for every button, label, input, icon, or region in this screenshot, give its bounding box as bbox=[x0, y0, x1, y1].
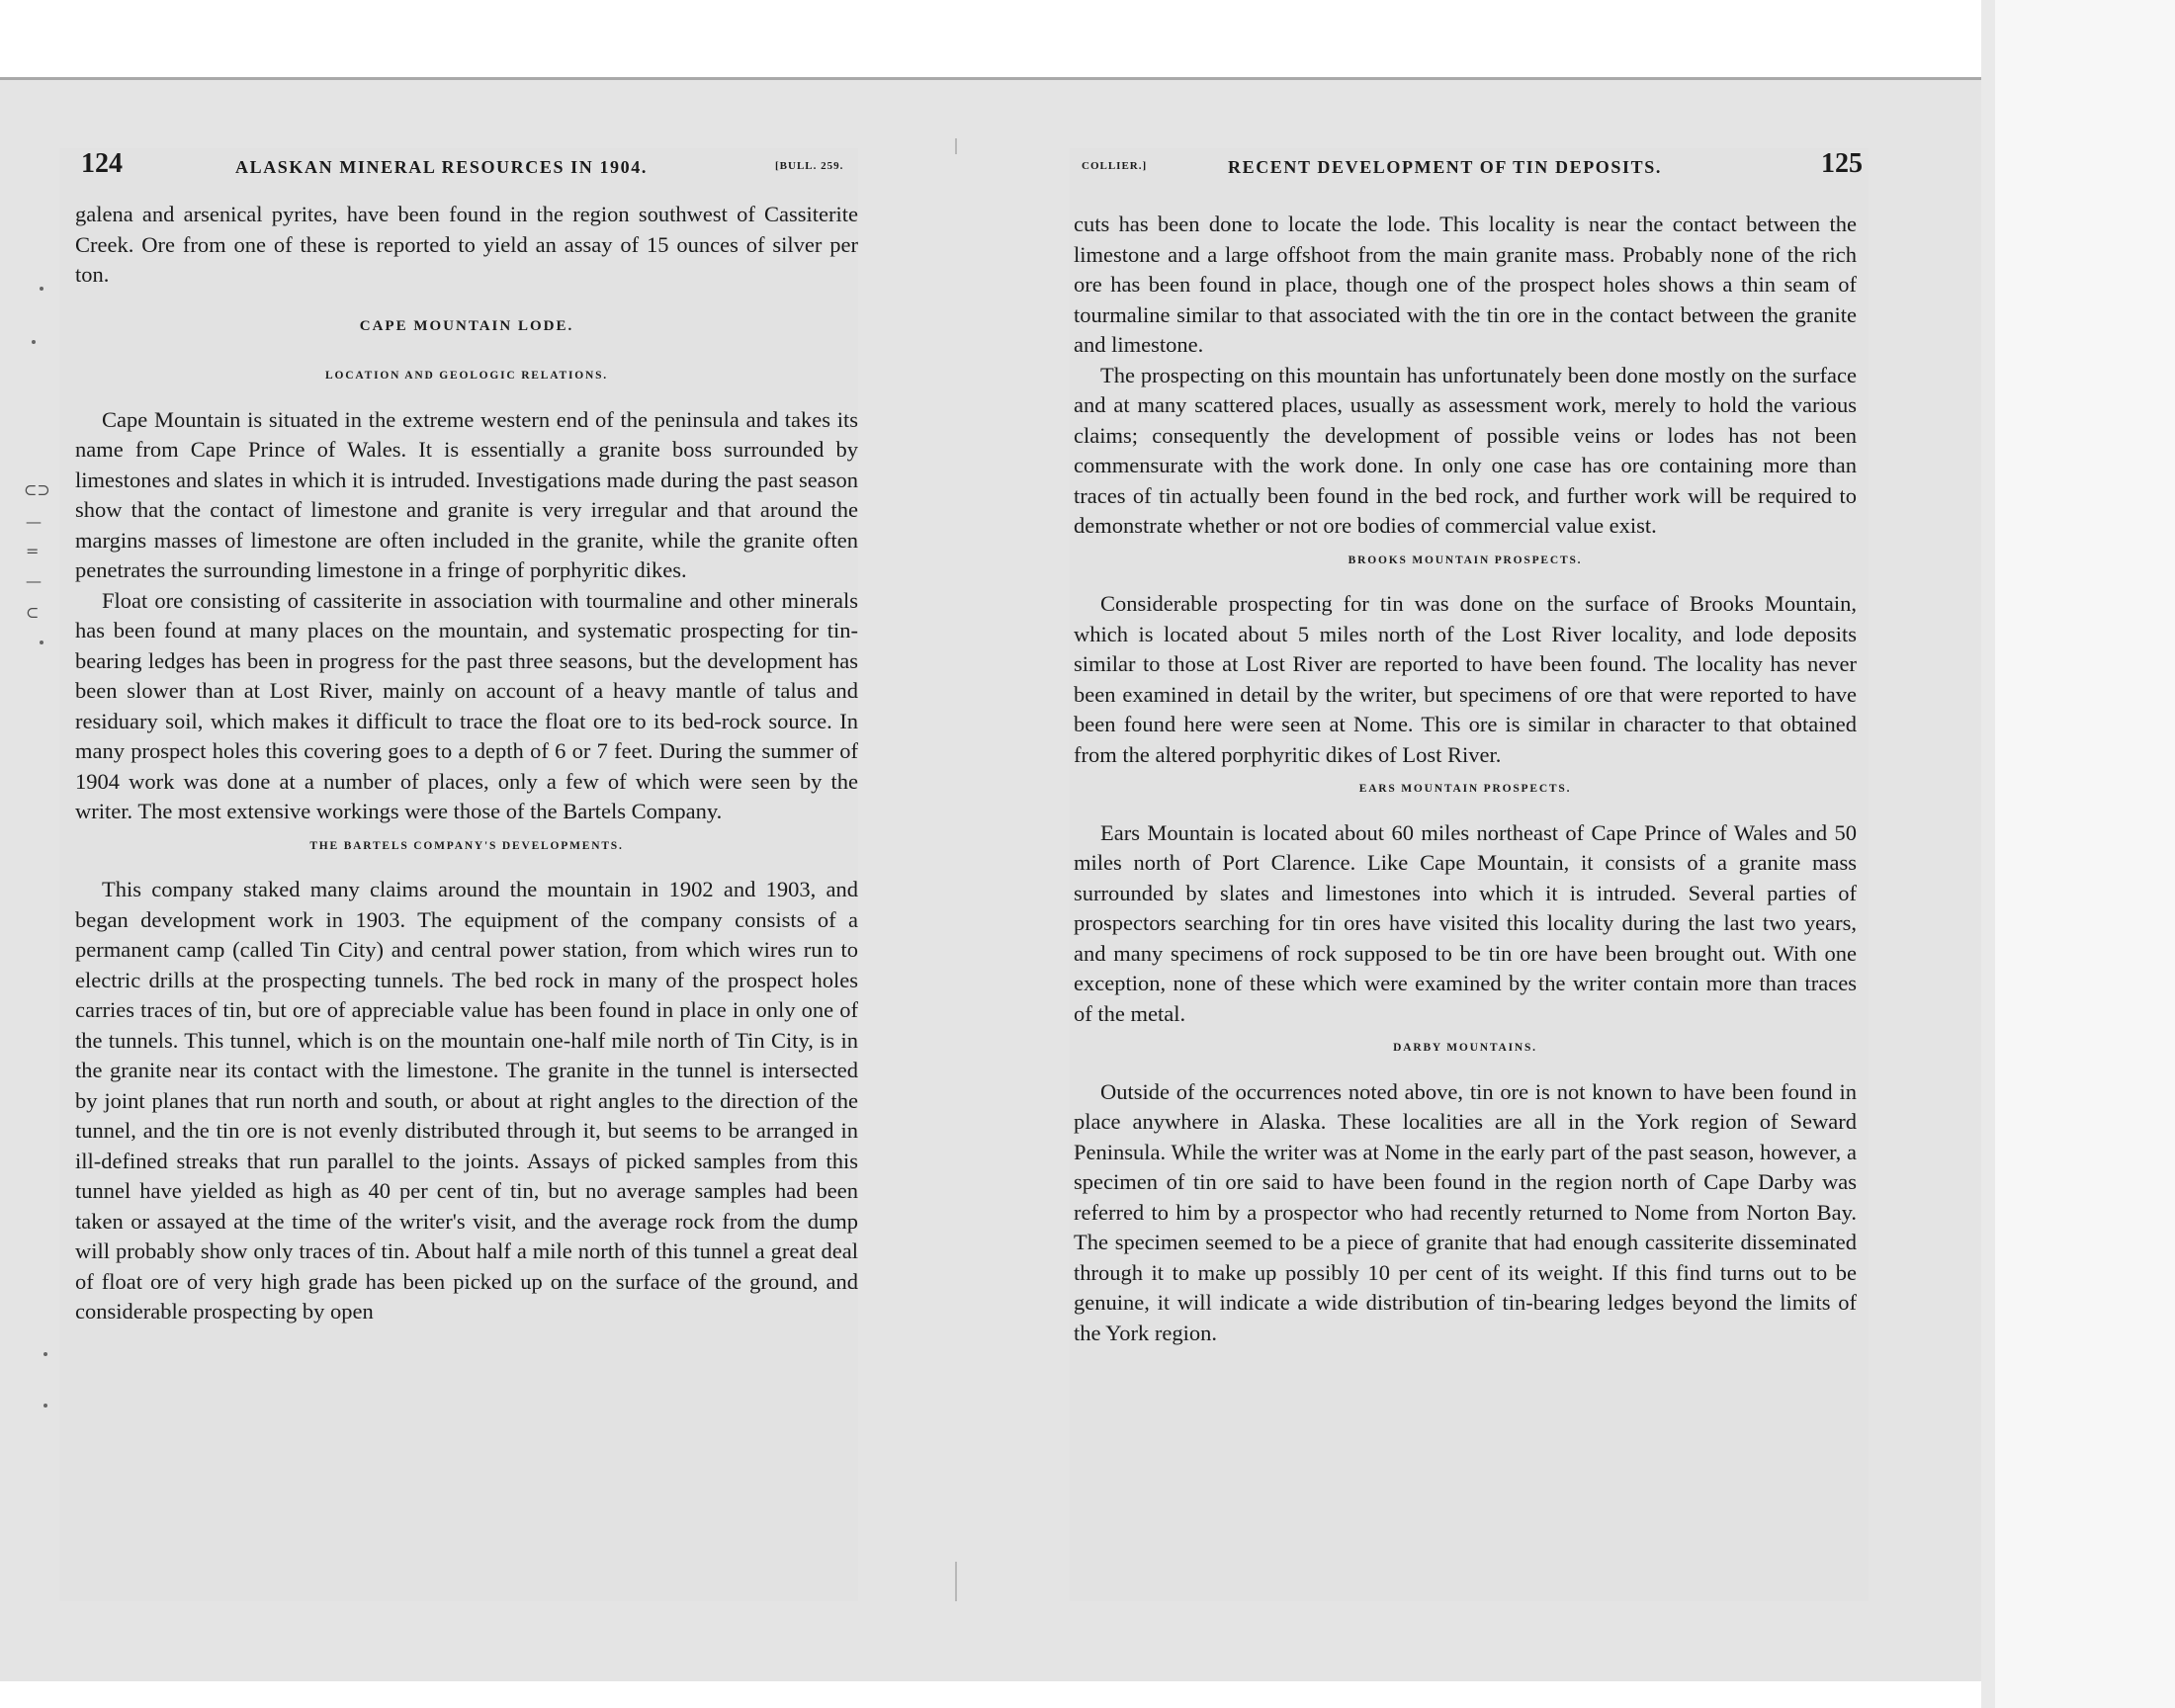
subsection-heading: LOCATION AND GEOLOGIC RELATIONS. bbox=[325, 370, 608, 382]
margin-mark: — bbox=[26, 571, 42, 590]
paragraph: Ears Mountain is located about 60 miles northeast of Cape Prince of Wales and 50 miles north of Port Clarence. Like Cape Mountain, it consists of a granite mass surrounded by slates and limestones into which it is intruded. Several parties of prospectors searching for tin ores have visited this locality during the last two years, and many specimens of rock supposed to be tin ore have been brought out. With one exception, none of these which were examined by the writer contain more than traces of the metal. bbox=[1074, 819, 1857, 1026]
subsection-heading: BROOKS MOUNTAIN PROSPECTS. bbox=[1348, 554, 1583, 566]
margin-mark: = bbox=[26, 542, 40, 560]
paragraph: Outside of the occurrences noted above, tin ore is not known to have been found in place anywhere in Alaska. These localities are all in the York region of Seward Peninsula. While the writer was at Nome in the early part of the past season, however, a specimen of tin ore said to have been found in the region north of Cape Darby was referred to him by a prospector who had recently returned to Nome from Norton Bay. The specimen seemed to be a piece of granite that had enough cassiterite disseminated through it to make up possibly 10 per cent of its weight. If this find turns out to be genuine, it will indicate a wide distribution of tin-bearing ledges beyond the limits of the York region. bbox=[1074, 1078, 1857, 1345]
book-gutter bbox=[955, 138, 957, 154]
right-running-head bbox=[1070, 148, 1869, 188]
right-body-text bbox=[1074, 210, 1857, 1348]
margin-mark bbox=[40, 287, 44, 291]
margin-mark: ⊂⊃ bbox=[24, 480, 50, 499]
page-number: 124 bbox=[81, 148, 123, 179]
margin-mark bbox=[40, 640, 44, 644]
subsection-heading: THE BARTELS COMPANY'S DEVELOPMENTS. bbox=[309, 839, 624, 852]
margin-mark: — bbox=[26, 512, 42, 531]
paragraph: cuts has been done to locate the lode. This locality is near the contact between the limestone and a large offshoot from the main granite mass. Probably none of the rich ore has been found in place, though one of the prospect holes shows a thin seam of tourmaline similar to that associated with the tin ore in the contact between the granite and limestone. bbox=[1074, 212, 1857, 357]
paragraph: This company staked many claims around the mountain in 1902 and 1903, and began development work in 1903. The equipment of the company consists of a permanent camp (called Tin City) and central power station, from which wires run to electric drills at the prospecting tunnels. The bed rock in many of the prospect holes carries traces of tin, but ore of appreciable value has been found in place in only one of the tunnels. This tunnel, which is on the mountain one-half mile north of Tin City, is in the granite near its contact with the limestone. The granite in the tunnel is intersected by joint planes that run north and south, or about at right angles to the direction of the tunnel, and the tin ore is not evenly distributed through it, but seems to be arranged in ill-defined streaks that run parallel to the joints. Assays of picked samples from this tunnel have yielded as high as 40 per cent of tin, but no average samples had been taken or assayed at the time of the writer's visit, and the average rock from the dump will probably show only traces of tin. About half a mile north of this tunnel a great deal of float ore of very high grade has been picked up on the surface of the ground, and considerable prospecting by open bbox=[75, 877, 858, 1324]
subsection-heading: EARS MOUNTAIN PROSPECTS. bbox=[1358, 783, 1572, 795]
left-body-text bbox=[75, 200, 858, 1327]
right-page bbox=[1070, 148, 1869, 1601]
subsection-heading: DARBY MOUNTAINS. bbox=[1393, 1042, 1537, 1054]
margin-mark bbox=[32, 340, 36, 344]
bulletin-note: [BULL. 259. bbox=[775, 160, 844, 172]
author-note: COLLIER.] bbox=[1082, 160, 1148, 172]
paragraph: Considerable prospecting for tin was done on the surface of Brooks Mountain, which is located about 5 miles north of the Lost River locality, and lode deposits similar to those at Lost River are reported to have been found. The locality has never been examined in detail by the writer, but specimens of ore that were reported to have been found here were seen at Nome. This ore is similar in character to that obtained from the altered porphyritic dikes of Lost River. bbox=[1074, 591, 1857, 767]
page-number: 125 bbox=[1821, 148, 1863, 179]
margin-mark bbox=[44, 1352, 47, 1356]
paragraph: Float ore consisting of cassiterite in association with tourmaline and other minerals has been found at many places on the mountain, and systematic prospecting for tin-bearing ledges has been in progress for the past three seasons, but the development has been slower than at Lost River, mainly on account of a heavy mantle of talus and residuary soil, which makes it difficult to trace the float ore to its bed-rock source. In many prospect holes this covering goes to a depth of 6 or 7 feet. During the summer of 1904 work was done at a number of places, only a few of which were seen by the writer. The most extensive workings were those of the Bartels Company. bbox=[75, 587, 858, 823]
left-page bbox=[59, 148, 858, 1601]
paragraph: The prospecting on this mountain has unfortunately been done mostly on the surface and at many scattered places, usually as assessment work, merely to hold the various claims; consequently the development of possible veins or lodes has not been commensurate with the work done. In only one case has ore containing more than traces of tin actually been found in the bed rock, and further work will be required to demonstrate whether or not ore bodies of commercial value exist. bbox=[1074, 362, 1857, 538]
running-title: ALASKAN MINERAL RESOURCES IN 1904. bbox=[235, 157, 648, 177]
left-running-head bbox=[59, 148, 858, 188]
scanner-margin bbox=[1981, 0, 2175, 1708]
section-heading: CAPE MOUNTAIN LODE. bbox=[359, 317, 574, 334]
running-title: RECENT DEVELOPMENT OF TIN DEPOSITS. bbox=[1228, 157, 1662, 177]
margin-mark bbox=[44, 1404, 47, 1408]
margin-mark: ⊂ bbox=[26, 603, 40, 622]
paragraph: Cape Mountain is situated in the extreme western end of the peninsula and takes its name from Cape Prince of Wales. It is essentially a granite boss surrounded by limestones and slates in which it is intruded. Investigations made during the past season show that the contact of limestone and granite is very irregular and that around the margins masses of limestone are often included in the granite, while the granite often penetrates the surrounding limestone in a fringe of porphyritic dikes. bbox=[75, 406, 858, 582]
paragraph: galena and arsenical pyrites, have been found in the region southwest of Cassiterite Creek. Ore from one of these is reported to yield an assay of 15 ounces of silver per ton. bbox=[75, 202, 858, 287]
book-gutter bbox=[955, 1562, 957, 1601]
